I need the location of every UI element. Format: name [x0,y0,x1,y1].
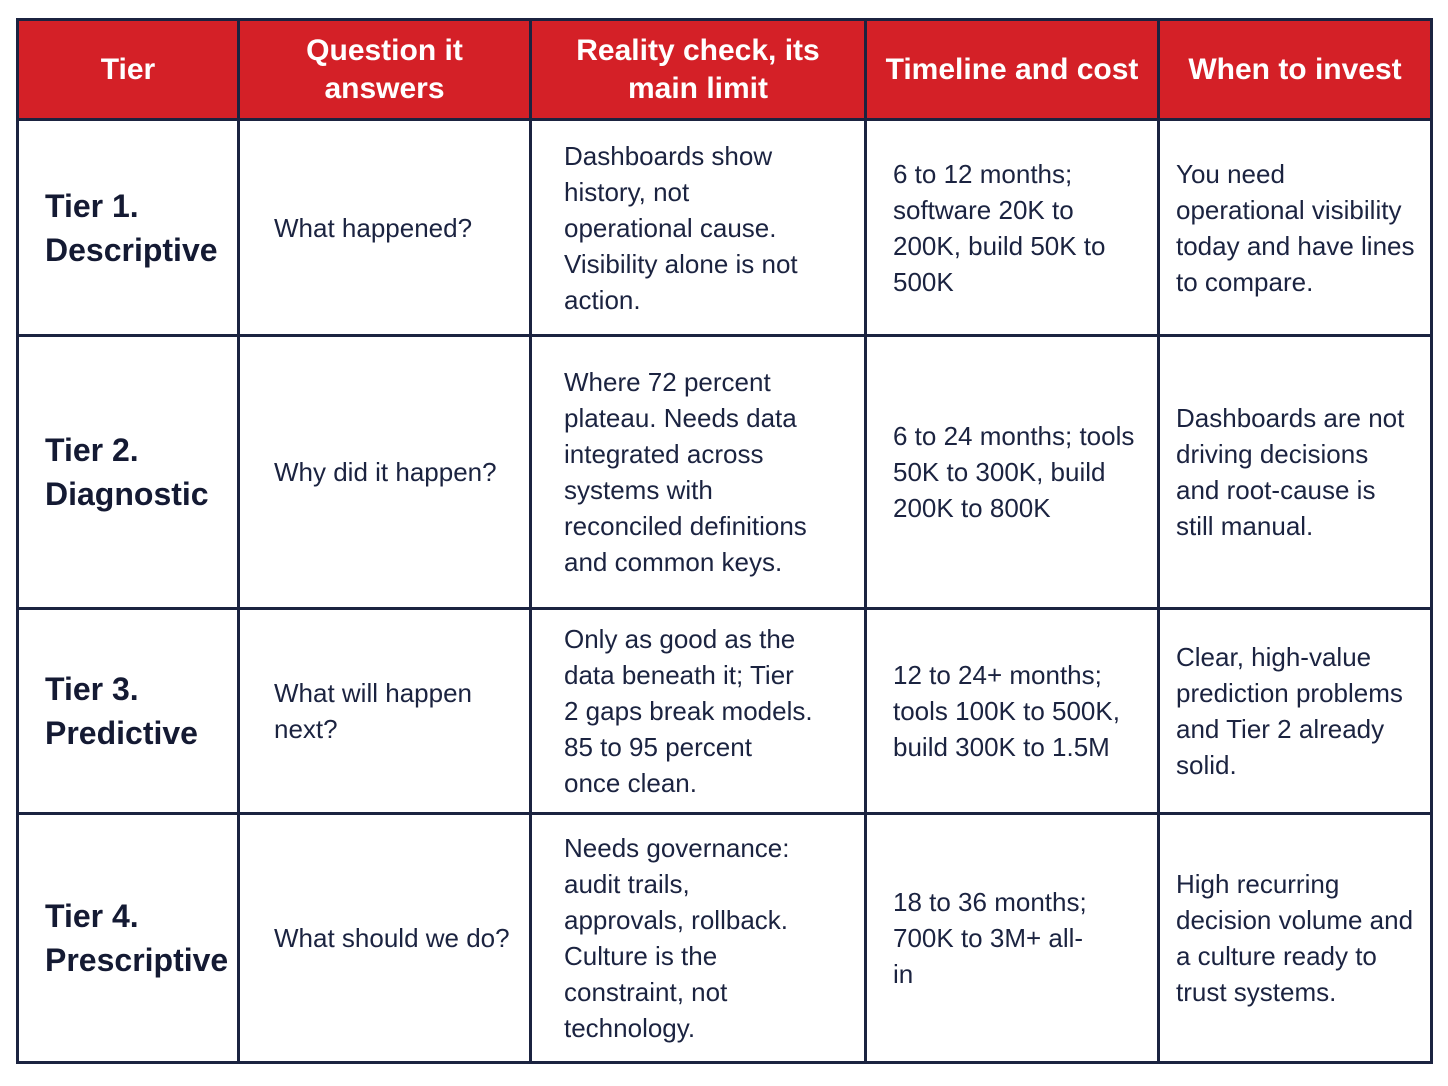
timeline-cost-text: 18 to 36 months; 700K to 3M+ all-in [893,887,1087,989]
header-timeline-cost: Timeline and cost [866,20,1159,120]
timeline-cost-text: 6 to 12 months; software 20K to 200K, build 50K to 500K [893,158,1106,297]
tier-name-cell [18,609,239,814]
analytics-tiers-table [16,18,1433,1064]
when-to-invest-cell [1159,609,1432,814]
reality-check-text: Needs governance: audit trails, approvals, rollback. Culture is the constraint, not technology. [564,833,790,1043]
timeline-cost-cell [866,814,1159,1063]
question-text: What will happen next? [274,678,472,744]
timeline-cost-cell [866,609,1159,814]
when-to-invest-cell [1159,120,1432,336]
table-row [18,814,1432,1063]
tier-name: Tier 1. Descriptive [45,187,218,268]
timeline-cost-cell [866,336,1159,609]
table-row [18,609,1432,814]
timeline-cost-text: 12 to 24+ months; tools 100K to 500K, build 300K to 1.5M [893,660,1120,762]
header-when-to-invest: When to invest [1159,20,1432,120]
header-tier: Tier [18,20,239,120]
question-cell: What should we do? [239,814,531,1063]
reality-check-text: Only as good as the data beneath it; Tier 2 gaps break models. 85 to 95 percent once clean. [564,624,813,798]
when-to-invest-text: High recurring decision volume and a culture ready to trust systems. [1176,869,1414,1007]
question-cell [239,609,531,814]
tier-name-cell [18,336,239,609]
when-to-invest-text: Dashboards are not driving decisions and root-cause is still manual. [1176,403,1405,541]
tier-name: Tier 4. Prescriptive [45,898,229,978]
header-reality-check: Reality check, its main limit [531,20,866,120]
reality-check-text: Where 72 percent plateau. Needs data integrated across systems with reconciled definitions and common keys. [564,367,807,577]
reality-check-text: Dashboards show history, not operational cause. Visibility alone is not action. [564,140,798,315]
tier-name: Tier 3. Predictive [45,671,198,751]
reality-check-cell [531,609,866,814]
reality-check-cell [531,120,866,336]
reality-check-cell [531,336,866,609]
header-row [18,20,1432,120]
question-cell: Why did it happen? [239,336,531,609]
when-to-invest-cell [1159,814,1432,1063]
when-to-invest-cell [1159,336,1432,609]
header-question: Question it answers [239,20,531,120]
table-body [18,120,1432,1063]
tier-name: Tier 2. Diagnostic [45,432,209,512]
tier-name-cell [18,120,239,336]
table-row [18,336,1432,609]
table-header [18,20,1432,120]
question-cell: What happened? [239,120,531,336]
timeline-cost-cell [866,120,1159,336]
timeline-cost-text: 6 to 24 months; tools 50K to 300K, build 200K to 800K [893,421,1135,523]
tier-name-cell [18,814,239,1063]
when-to-invest-text: Clear, high-value prediction problems and Tier 2 already solid. [1176,642,1403,780]
when-to-invest-text: You need operational visibility today and have lines to compare. [1176,158,1415,297]
table-row [18,120,1432,336]
reality-check-cell [531,814,866,1063]
